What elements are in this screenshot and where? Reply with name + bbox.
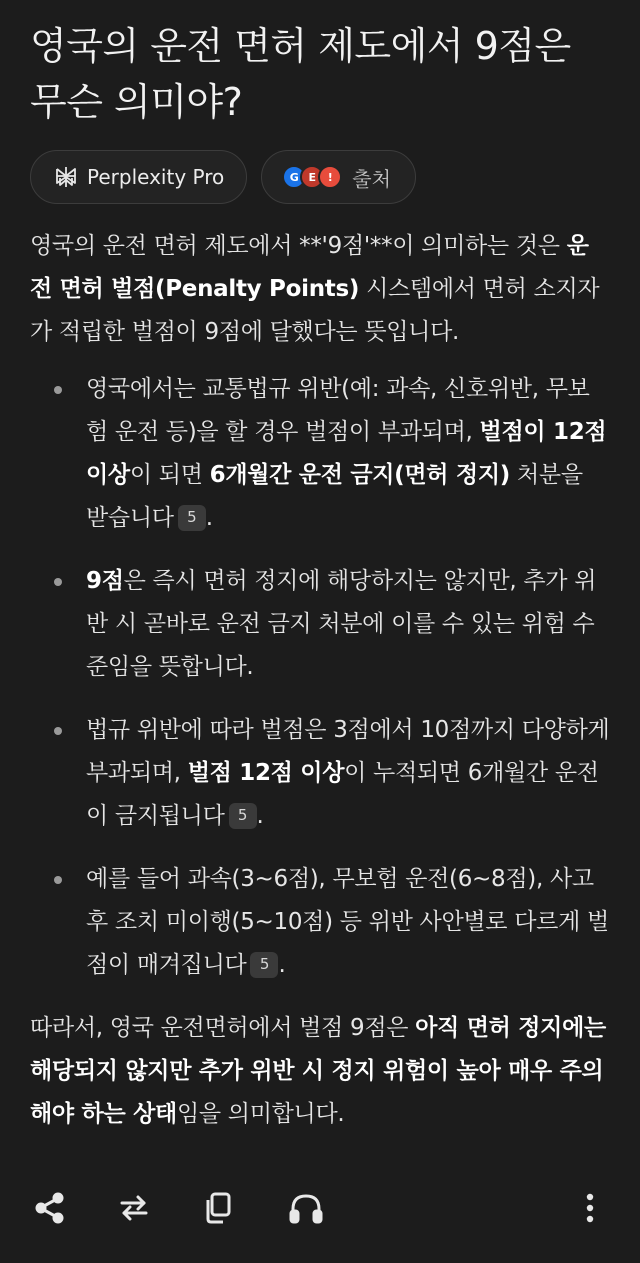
bullet-trailing-text: .	[278, 952, 286, 978]
source-favicon-icon: G	[282, 165, 306, 189]
source-favicon-icon: E	[300, 165, 324, 189]
bullet-bold-text: 9점	[86, 568, 124, 594]
answer-bullet-item	[30, 858, 610, 987]
answer-bullet-item	[30, 368, 610, 540]
perplexity-logo-icon	[53, 164, 79, 190]
intro-text: 시스템에서 면허 소지자가 적립한 벌점이 9점에 달했다는 뜻입니다.	[30, 276, 600, 345]
answer-intro	[30, 225, 610, 354]
citation-badge[interactable]: 5	[178, 505, 206, 531]
bullet-text: 법규 위반에 따라 벌점은 3점에서 10점까지 다양하게 부과되며,	[86, 717, 610, 786]
conclusion-bold-text: 아직 면허 정지에는 해당되지 않지만 추가 위반 시 정지 위험이 높아 매우 주의해야 하는 상태	[30, 1015, 606, 1127]
listen-button[interactable]	[284, 1186, 328, 1230]
rewrite-button[interactable]	[112, 1186, 156, 1230]
bullet-trailing-text: .	[256, 803, 264, 829]
bullet-text: 처분을 받습니다	[86, 462, 583, 531]
bullet-trailing-text: .	[205, 505, 213, 531]
bullet-text: 영국에서는 교통법규 위반(예: 과속, 신호위반, 무보험 운전 등)을 할 경우 벌점이 부과되며,	[86, 376, 590, 445]
answer-bullet-item	[30, 709, 610, 838]
share-button[interactable]	[28, 1186, 72, 1230]
question-title: 영국의 운전 면허 제도에서 9점은 무슨 의미야?	[30, 24, 571, 124]
source-favicons	[282, 165, 342, 189]
share-icon	[32, 1190, 68, 1226]
citation-badge[interactable]: 5	[250, 952, 278, 978]
intro-bold-text: 운전 면허 벌점(Penalty Points)	[30, 233, 589, 302]
copy-icon	[200, 1190, 236, 1226]
answer-bullet-item	[30, 560, 610, 689]
rewrite-icon	[116, 1190, 152, 1226]
answer-conclusion	[30, 1007, 610, 1136]
conclusion-text: 임을 의미합니다.	[176, 1101, 345, 1127]
bullet-bold-text: 벌점 12점 이상	[187, 760, 345, 786]
headphones-icon	[287, 1190, 325, 1226]
bullet-text: 이 누적되면 6개월간 운전이 금지됩니다	[86, 760, 599, 829]
model-label: Perplexity Pro	[87, 165, 225, 189]
answer-chips	[30, 150, 416, 204]
bullet-bold-text: 6개월간 운전 금지(면허 정지)	[209, 462, 510, 488]
conclusion-text: 따라서, 영국 운전면허에서 벌점 9점은	[30, 1015, 416, 1041]
bullet-text: 예를 들어 과속(3~6점), 무보험 운전(6~8점), 사고 후 조치 미이행(5~10점) 등 위반 사안별로 다르게 벌점이 매겨집니다	[86, 866, 609, 978]
answer-body	[30, 225, 610, 1136]
citation-badge[interactable]: 5	[229, 803, 257, 829]
perplexity-pro-chip[interactable]	[30, 150, 247, 204]
bullet-text: 이 되면	[129, 462, 210, 488]
answer-bullet-list	[30, 368, 610, 987]
bullet-bold-text: 벌점이 12점 이상	[86, 419, 607, 488]
source-favicon-icon: !	[318, 165, 342, 189]
copy-button[interactable]	[196, 1186, 240, 1230]
intro-text: 영국의 운전 면허 제도에서 **'9점'**이 의미하는 것은	[30, 233, 567, 259]
sources-label: 출처	[352, 166, 391, 191]
bullet-text: 은 즉시 면허 정지에 해당하지는 않지만, 추가 위반 시 곧바로 운전 금지 처분에 이를 수 있는 위험 수준임을 뜻합니다.	[86, 568, 597, 680]
sources-chip[interactable]	[261, 150, 416, 204]
answer-toolbar	[0, 1180, 640, 1234]
more-options-button[interactable]	[568, 1186, 612, 1230]
more-vertical-icon	[572, 1190, 608, 1226]
